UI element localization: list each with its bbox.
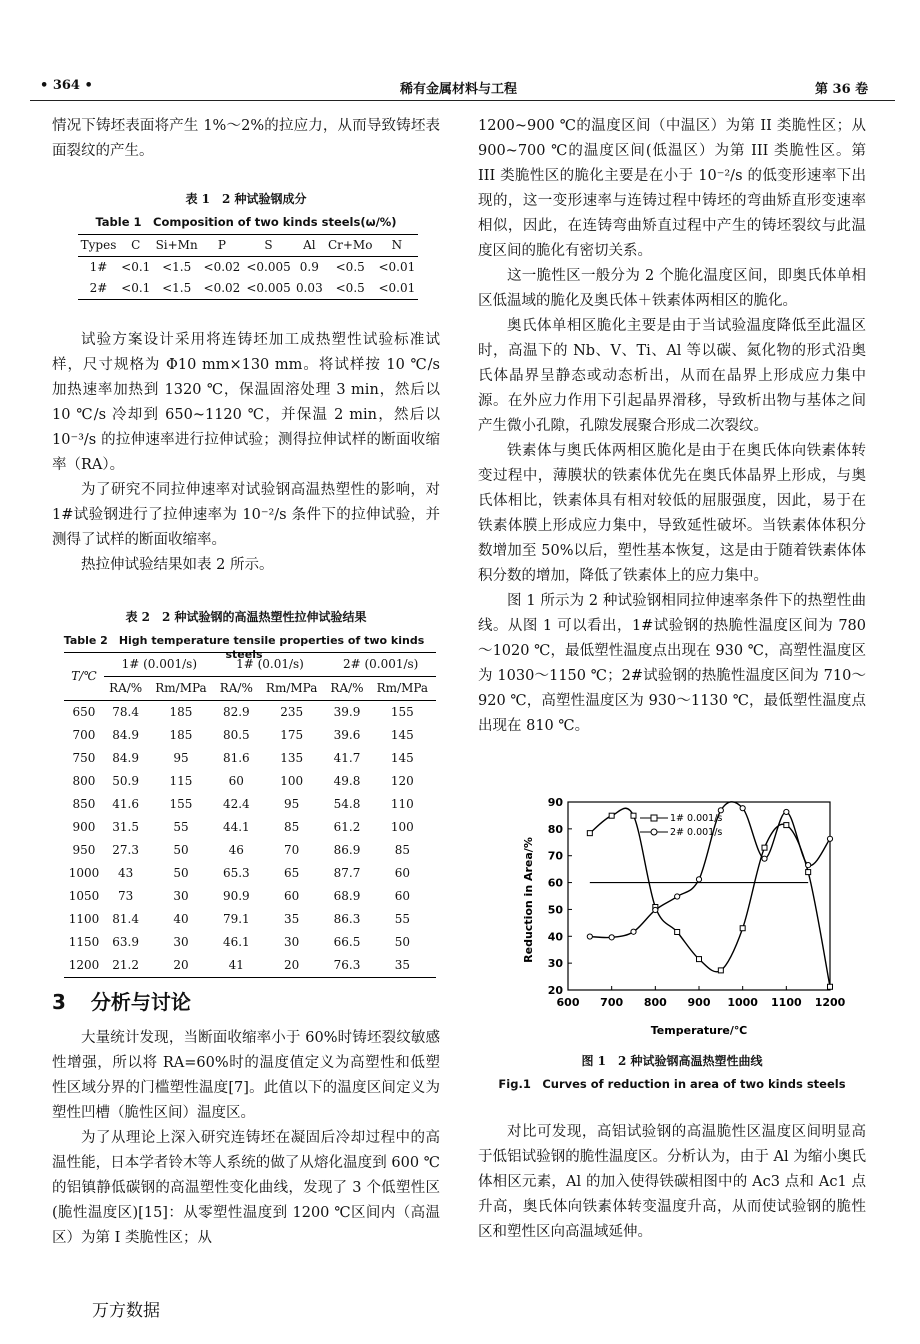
table1-header-cell: Types — [80, 238, 117, 252]
data-point-circle — [675, 894, 680, 899]
table-row — [64, 885, 436, 908]
table1-header-cell: C — [131, 238, 141, 252]
section-number: 3 — [52, 990, 66, 1014]
table-cell: 185 — [169, 705, 193, 719]
section-heading — [52, 986, 191, 1015]
table1-header-cell: Al — [303, 238, 316, 252]
table-cell: 700 — [72, 728, 96, 742]
table1-header-cell: S — [264, 238, 273, 252]
table-cell: <1.5 — [162, 281, 192, 295]
x-axis-label: Temperature/℃ — [650, 1024, 748, 1037]
table-cell: 175 — [280, 728, 304, 742]
data-point-circle — [609, 935, 614, 940]
table-cell: 1200 — [68, 958, 100, 972]
x-tick-label: 1100 — [771, 996, 802, 1009]
figure-caption-cn: 图 1 2 种试验钢高温热塑性曲线 — [581, 1054, 763, 1068]
table2-group-header: 1# (0.01/s) — [215, 653, 326, 677]
table-cell: 60 — [284, 889, 300, 903]
table-cell: <0.5 — [335, 281, 365, 295]
data-point-square — [784, 823, 789, 828]
x-tick-label: 800 — [643, 996, 667, 1009]
y-tick-label: 80 — [547, 822, 563, 836]
table-cell: <0.5 — [335, 260, 365, 274]
table-cell: 1050 — [68, 889, 100, 903]
page-number: • 364 • — [40, 78, 93, 93]
table2-group-header: 1# (0.001/s) — [104, 653, 215, 677]
header-rule — [30, 100, 895, 101]
data-point-square — [718, 968, 723, 973]
left-column — [52, 114, 440, 164]
table2-caption-cn: 表 2 2 种试验钢的高温热塑性拉伸试验结果 — [125, 610, 367, 624]
data-point-square — [828, 984, 833, 989]
data-point-circle — [762, 856, 767, 861]
table-cell: 54.8 — [333, 797, 361, 811]
paragraph: 为了研究不同拉伸速率对试验钢高温热塑性的影响，对 1#试验钢进行了拉伸速率为 10⁻²/s 条件下的拉伸试验，并测得了试样的断面收缩率。 — [52, 482, 440, 548]
table-row — [78, 257, 418, 279]
data-point-circle — [784, 809, 789, 814]
data-point-square — [609, 813, 614, 818]
table-cell: 100 — [390, 820, 414, 834]
legend — [640, 813, 722, 838]
data-point-square — [806, 870, 811, 875]
table1-header-cell: Cr+Mo — [327, 238, 373, 252]
table-row — [64, 701, 436, 725]
paragraph: 为了从理论上深入研究连铸坯在凝固后冷却过程中的高温性能，日本学者铃木等人系统的做了从熔化温度到 600 ℃的铝镇静低碳钢的高温塑性变化曲线，发现了 3 个低塑性区(脆性温度区)[15]：从零塑性温度到 1200 ℃区间内（高温区）为第 I 类脆性区；从 — [52, 1130, 440, 1246]
paragraph: 大量统计发现，当断面收缩率小于 60%时铸坯裂纹敏感性增强，所以将 RA=60%时的温度值定义为高塑性和低塑性区域分界的门槛塑性温度[7]。此值以下的温度区间定义为塑性凹槽（脆性区间）温度区。 — [52, 1030, 440, 1121]
table-cell: 41.7 — [333, 751, 361, 765]
table-cell: 31.5 — [112, 820, 139, 834]
table-cell: 39.6 — [333, 728, 361, 742]
table-cell: <0.005 — [246, 281, 291, 295]
table2-sub-header: RA/% — [109, 681, 143, 695]
table-cell: 81.4 — [112, 912, 139, 926]
table-cell: 81.6 — [222, 751, 250, 765]
table-cell: 61.2 — [333, 820, 361, 834]
data-point-square — [587, 831, 592, 836]
table-cell: 39.9 — [333, 705, 361, 719]
table2-sub-header: Rm/MPa — [376, 681, 429, 695]
table-cell: 110 — [390, 797, 414, 811]
table-row — [64, 770, 436, 793]
table-cell: 86.9 — [333, 843, 361, 857]
table-cell: 84.9 — [112, 728, 139, 742]
x-tick-label: 1000 — [727, 996, 758, 1009]
y-tick-label: 20 — [547, 984, 563, 997]
table-row — [64, 747, 436, 770]
table-cell: <0.02 — [203, 281, 241, 295]
table2-sub-header: Rm/MPa — [265, 681, 318, 695]
table-cell: 60 — [394, 889, 410, 903]
table1-header-cell: N — [391, 238, 403, 252]
table-cell: 46.1 — [222, 935, 250, 949]
table-cell: 85 — [284, 820, 300, 834]
table2-sub-header: Rm/MPa — [155, 681, 207, 695]
table-cell: 0.03 — [295, 281, 323, 295]
reduction-chart — [510, 790, 846, 1040]
journal-title: 稀有金属材料与工程 — [400, 82, 518, 97]
table-cell: 42.4 — [222, 797, 250, 811]
table-cell: 82.9 — [222, 705, 250, 719]
footer-watermark: 万方数据 — [92, 1301, 160, 1321]
table-cell: 235 — [280, 705, 304, 719]
paragraph: 1200~900 ℃的温度区间（中温区）为第 II 类脆性区；从 900~700 ℃的温度区间(低温区）为第 III 类脆性区。第 III 类脆性区的脆化主要是在小于 10⁻²/s 的低变形速率下出现的，这一变形速率与连铸过程中铸坯的弯曲矫直形变速率相似，因此，在连铸弯曲矫直过程中产生的铸坯裂纹与此温度区间的脆化有密切关系。 — [478, 118, 866, 259]
data-point-square — [762, 845, 767, 850]
data-point-square — [697, 957, 702, 962]
table-row — [64, 931, 436, 954]
table1-header-cell: Si+Mn — [155, 238, 198, 252]
table-cell: 84.9 — [112, 751, 139, 765]
legend-square-marker — [651, 815, 657, 821]
paragraph: 情况下铸坯表面将产生 1%～2%的拉应力，从而导致铸坯表面裂纹的产生。 — [52, 118, 440, 159]
table-cell: 41.6 — [112, 797, 139, 811]
data-point-circle — [806, 863, 811, 868]
table-cell: <0.1 — [121, 260, 151, 274]
table-cell: <0.01 — [378, 281, 416, 295]
paragraph: 试验方案设计采用将连铸坯加工成热塑性试验标准试样，尺寸规格为 Φ10 mm×130 mm。将试样按 10 ℃/s 加热速率加热到 1320 ℃，保温固溶处理 3 min，然后以 10 ℃/s 冷却到 650~1120 ℃，并保温 2 min，然后以 10⁻³/s 的拉伸速率进行拉伸试验；测得拉伸试样的断面收缩率（RA）。 — [52, 332, 440, 473]
table-cell: 46 — [228, 843, 244, 857]
table-cell: 115 — [169, 774, 193, 788]
table-row — [78, 278, 418, 300]
table-cell: 85 — [394, 843, 410, 857]
table-cell: 1150 — [68, 935, 100, 949]
table-cell: 95 — [173, 751, 189, 765]
table-cell: 145 — [390, 751, 414, 765]
table-cell: 1100 — [68, 912, 100, 926]
table-cell: 66.5 — [333, 935, 361, 949]
y-tick-label: 30 — [547, 957, 563, 971]
legend-label: 2# 0.001/s — [670, 827, 723, 838]
table-cell: 68.9 — [333, 889, 361, 903]
table-cell: 90.9 — [222, 889, 250, 903]
table-row — [64, 862, 436, 885]
table-cell: 70 — [284, 843, 300, 857]
x-tick-label: 900 — [687, 996, 711, 1009]
table1-caption-en: Table 1 Composition of two kinds steels(ω/%) — [95, 215, 397, 229]
table-cell: 0.9 — [299, 260, 319, 274]
right-body-2 — [478, 1120, 866, 1245]
y-tick-label: 50 — [547, 903, 563, 917]
paragraph: 奥氏体单相区脆化主要是由于当试验温度降低至此温区时，高温下的 Nb、V、Ti、Al 等以碳、氮化物的形式沿奥氏体晶界呈静态或动态析出，从而在晶界上形成应力集中源。在外应力作用下引起晶界滑移，导致析出物与基体之间产生微小孔隙，孔隙发展聚合形成二次裂纹。 — [478, 318, 866, 434]
y-tick-label: 70 — [547, 849, 563, 863]
table-cell: 60 — [394, 866, 410, 880]
table-row — [64, 793, 436, 816]
table-cell: 60 — [228, 774, 244, 788]
table-row — [64, 839, 436, 862]
table-cell: 800 — [72, 774, 96, 788]
paragraph: 对比可发现，高铝试验钢的高温脆性区温度区间明显高于低铝试验钢的脆性温度区。分析认为，由于 Al 为缩小奥氏体相区元素，Al 的加入使得铁碳相图中的 Ac3 点和 Ac1 点升高，奥氏体向铁素体转变温度升高，从而使试验钢的脆性区和塑性区向高温域延伸。 — [478, 1124, 866, 1240]
table2-caption-en: Table 2 High temperature tensile properties of two kinds steels — [63, 634, 425, 661]
table-row — [64, 954, 436, 978]
table-cell: 20 — [284, 958, 300, 972]
figure-caption-en: Fig.1 Curves of reduction in area of two kinds steels — [498, 1077, 846, 1091]
table-cell: 2# — [89, 281, 108, 295]
right-column — [478, 114, 866, 739]
table-cell: 27.3 — [112, 843, 139, 857]
table-row — [64, 724, 436, 747]
table-cell: 73 — [118, 889, 134, 903]
table-cell: 76.3 — [333, 958, 361, 972]
table-cell: 35 — [394, 958, 410, 972]
table1-header-cell: P — [217, 238, 226, 252]
table-cell: <0.02 — [203, 260, 241, 274]
y-tick-label: 40 — [547, 930, 563, 944]
x-tick-label: 1200 — [814, 996, 846, 1009]
table-cell: 900 — [72, 820, 96, 834]
x-tick-label: 700 — [600, 996, 624, 1009]
table-cell: 44.1 — [222, 820, 250, 834]
table-cell: 950 — [72, 843, 96, 857]
table-cell: 30 — [173, 889, 189, 903]
data-point-circle — [631, 929, 636, 934]
legend-label: 1# 0.001/s — [670, 813, 723, 824]
table-cell: 41 — [228, 958, 244, 972]
table-cell: 155 — [169, 797, 193, 811]
y-axis-label: Reduction in Area/% — [522, 837, 535, 963]
volume-label: 第 36 卷 — [815, 82, 869, 97]
figure-1 — [510, 790, 846, 1040]
table2 — [64, 652, 436, 978]
table-cell: 1000 — [68, 866, 100, 880]
table-cell: 155 — [390, 705, 414, 719]
table-cell: 145 — [390, 728, 414, 742]
table-cell: 95 — [284, 797, 300, 811]
table-cell: 750 — [72, 751, 96, 765]
table2-group-header: 2# (0.001/s) — [325, 653, 436, 677]
table-cell: 135 — [280, 751, 304, 765]
table-cell: 1# — [89, 260, 108, 274]
table-cell: 20 — [173, 958, 189, 972]
table-cell: 120 — [390, 774, 414, 788]
table-cell: <0.005 — [246, 260, 291, 274]
table1 — [78, 234, 418, 300]
data-point-circle — [587, 934, 592, 939]
table-row — [64, 908, 436, 931]
table-cell: 50 — [173, 843, 189, 857]
table-cell: 63.9 — [112, 935, 139, 949]
table-cell: 80.5 — [222, 728, 250, 742]
table-cell: 65 — [284, 866, 300, 880]
data-point-square — [631, 813, 636, 818]
paragraph: 图 1 所示为 2 种试验钢相同拉伸速率条件下的热塑性曲线。从图 1 可以看出，1#试验钢的热脆性温度区间为 780～1020 ℃，最低塑性温度点出现在 930 ℃，高塑性温度区为 1030～1150 ℃；2#试验钢的热脆性温度区间为 710～920 ℃，高塑性温度区为 930～1130 ℃，最低塑性温度点出现在 810 ℃。 — [478, 593, 866, 734]
left-body — [52, 328, 440, 578]
table-cell: 30 — [173, 935, 189, 949]
table-cell: 43 — [118, 866, 134, 880]
data-point-circle — [827, 836, 832, 841]
table2-sub-header: RA/% — [330, 681, 364, 695]
table-row — [64, 816, 436, 839]
y-tick-label: 90 — [547, 796, 563, 809]
table-cell: 650 — [72, 705, 96, 719]
table-cell: 185 — [169, 728, 193, 742]
table-cell: 50 — [394, 935, 410, 949]
table-cell: 50.9 — [112, 774, 139, 788]
legend-circle-marker — [651, 829, 657, 835]
table2-temp-header: T/℃ — [64, 653, 104, 701]
data-point-circle — [696, 877, 701, 882]
table-cell: 86.3 — [333, 912, 361, 926]
data-point-square — [740, 926, 745, 931]
table-cell: 850 — [72, 797, 96, 811]
data-point-circle — [740, 806, 745, 811]
table2-sub-header: RA/% — [219, 681, 253, 695]
table-cell: 35 — [284, 912, 300, 926]
table-cell: 40 — [173, 912, 189, 926]
table-cell: <1.5 — [162, 260, 192, 274]
table-cell: 87.7 — [333, 866, 361, 880]
table-cell: <0.01 — [378, 260, 416, 274]
table1-caption-cn: 表 1 2 种试验钢成分 — [185, 192, 307, 206]
table-cell: 100 — [280, 774, 304, 788]
table-cell: 79.1 — [222, 912, 250, 926]
x-tick-label: 600 — [556, 996, 580, 1009]
table-cell: 55 — [173, 820, 189, 834]
paragraph: 热拉伸试验结果如表 2 所示。 — [81, 557, 274, 573]
section-title: 分析与讨论 — [90, 990, 191, 1014]
data-point-circle — [653, 907, 658, 912]
table-cell: 30 — [284, 935, 300, 949]
y-tick-label: 60 — [547, 876, 563, 890]
table-cell: 49.8 — [333, 774, 361, 788]
data-point-square — [675, 929, 680, 934]
table-cell: 55 — [394, 912, 410, 926]
table-cell: 21.2 — [112, 958, 139, 972]
table-cell: 78.4 — [112, 705, 139, 719]
table-cell: <0.1 — [121, 281, 151, 295]
table-cell: 50 — [173, 866, 189, 880]
left-body-2 — [52, 1026, 440, 1251]
paragraph: 铁素体与奥氏体两相区脆化是由于在奥氏体向铁素体转变过程中，薄膜状的铁素体优先在奥氏体晶界上形成，与奥氏体相比，铁素体具有相对较低的屈服强度，因此，易于在铁素体膜上形成应力集中，导致延性破坏。当铁素体体积分数增加至 50%以后，塑性基本恢复，这是由于随着铁素体体积分数的增加，降低了铁素体上的应力集中。 — [478, 443, 866, 584]
table-cell: 65.3 — [222, 866, 250, 880]
paragraph: 这一脆性区一般分为 2 个脆化温度区间，即奥氏体单相区低温域的脆化及奥氏体＋铁素体两相区的脆化。 — [478, 268, 866, 309]
